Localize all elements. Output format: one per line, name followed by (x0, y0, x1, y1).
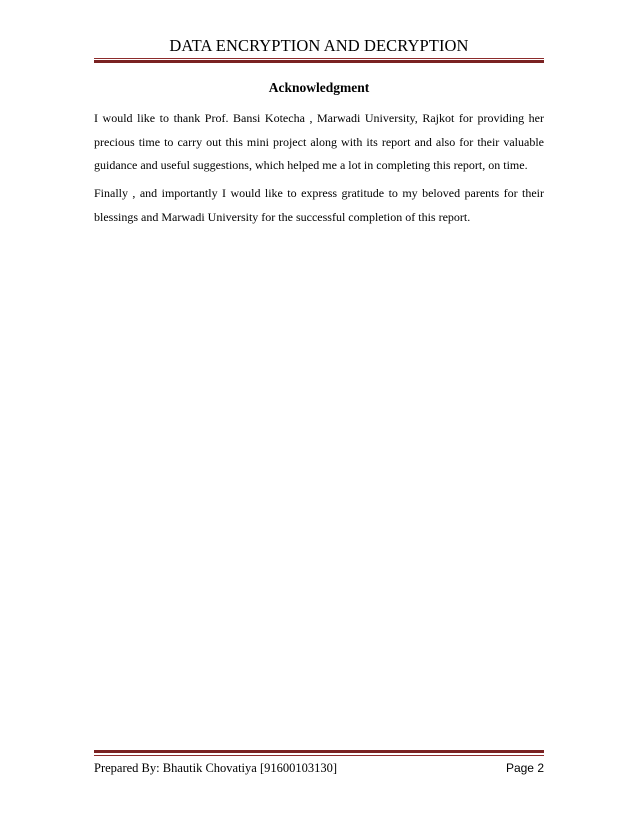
footer-page-number: Page 2 (505, 761, 544, 775)
paragraph-thanks: I would like to thank Prof. Bansi Kotecha , Marwadi University, Rajkot for providing her precious time to carry out this mini project along with its report and also for their valuable guidance and useful suggestions, which helped me a lot in completing this report, on time. (94, 111, 544, 172)
header-rule-thin (94, 58, 544, 59)
section-heading: Acknowledgment (268, 80, 370, 95)
footer-prepared-by: Prepared By: Bhautik Chovatiya [91600103130] (94, 761, 338, 775)
header-rule-thick (94, 60, 544, 63)
paragraph-gratitude: Finally , and importantly I would like to express gratitude to my beloved parents for their blessings and Marwadi University for the successful completion of this report. (94, 186, 544, 224)
footer-rule-thick (94, 750, 544, 753)
header-title: DATA ENCRYPTION AND DECRYPTION (169, 36, 469, 55)
footer-rule-thin (94, 755, 544, 756)
